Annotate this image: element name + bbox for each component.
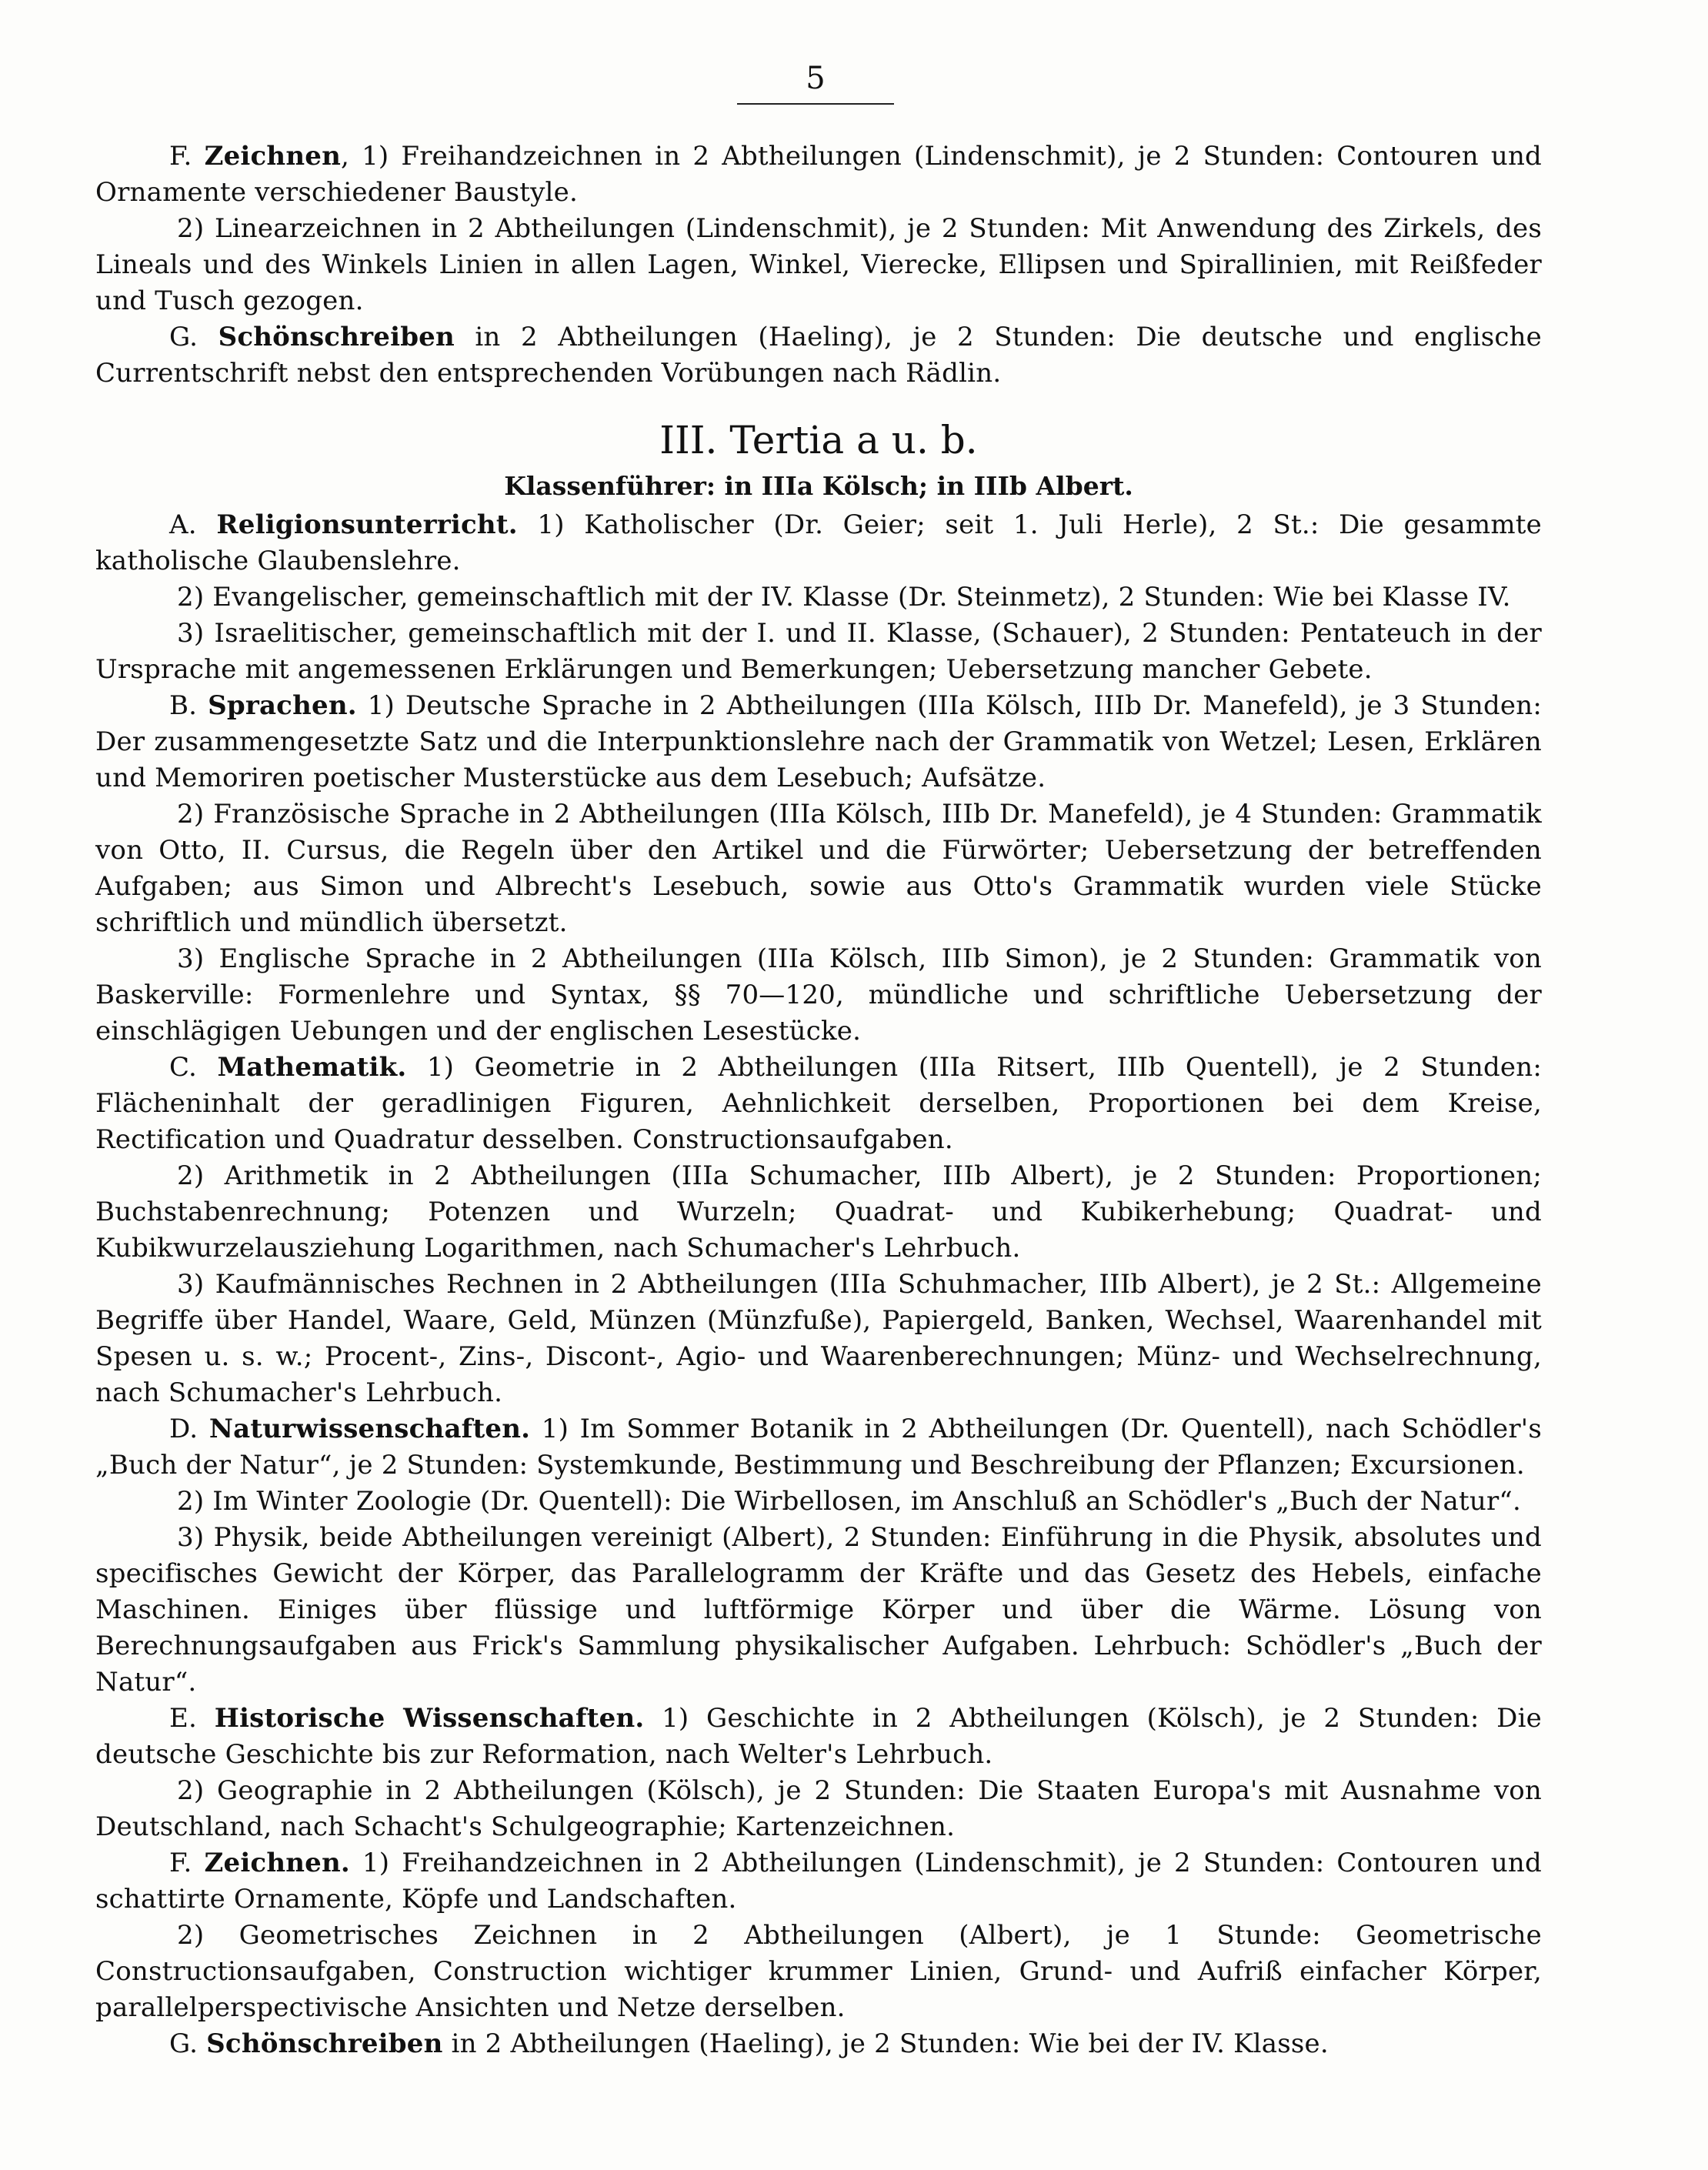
paragraph: [95, 1773, 1542, 1845]
page-number-rule: [737, 103, 894, 105]
subject-heading: Mathematik.: [217, 1052, 407, 1083]
paragraph: [95, 688, 1542, 796]
paragraph-text: 2) Arithmetik in 2 Abtheilungen (IIIa Schumacher, IIIb Albert), je 2 Stunden: Proportionen; Buchstabenrechnung; Potenzen und Wurzeln; Quadrat- und Kubikerhebung; Quadrat- und Kubikwurzelausziehung Logarithmen, nach Schumacher's Lehrbuch.: [95, 1160, 1542, 1264]
subject-heading: Naturwissenschaften.: [208, 1414, 531, 1444]
paragraph: [95, 1158, 1542, 1267]
paragraph: [95, 796, 1542, 941]
paragraph-text: 2) Französische Sprache in 2 Abtheilungen (IIIa Kölsch, IIIb Dr. Manefeld), je 4 Stunden: Grammatik von Otto, II. Cursus, die Regeln über den Artikel und die Fürwörter; Uebersetzung der betreffenden Aufgaben; aus Simon und Albrecht's Lesebuch, sowie aus Otto's Grammatik wurden viele Stücke schriftlich und mündlich übersetzt.: [95, 799, 1542, 938]
paragraph: [95, 507, 1542, 579]
paragraph-letter: C.: [169, 1052, 218, 1083]
section-title: III. Tertia a u. b.: [659, 418, 978, 462]
subject-heading: Zeichnen.: [204, 1848, 350, 1878]
paragraph-text: 3) Israelitischer, gemeinschaftlich mit der I. und II. Klasse, (Schauer), 2 Stunden: Pentateuch in der Ursprache mit angemessenen Erklärungen und Bemerkungen; Uebersetzung mancher Gebete.: [95, 618, 1542, 685]
paragraph-letter: G.: [169, 322, 219, 352]
paragraph-text: in 2 Abtheilungen (Haeling), je 2 Stunden: Die deutsche und englische Currentschrift nebst den entsprechenden Vorübungen nach Rädlin.: [95, 322, 1543, 389]
paragraph-text: , 1) Freihandzeichnen in 2 Abtheilungen (Lindenschmit), je 2 Stunden: Contouren und Ornamente verschiedener Baustyle.: [95, 141, 1543, 208]
subject-heading: Schönschreiben: [206, 2028, 443, 2059]
paragraph: [95, 1050, 1542, 1158]
subject-heading: Religionsunterricht.: [216, 509, 518, 540]
paragraph: [95, 2026, 1542, 2062]
paragraph-text: 3) Englische Sprache in 2 Abtheilungen (IIIa Kölsch, IIIb Simon), je 2 Stunden: Grammatik von Baskerville: Formenlehre und Syntax, §§ 70—120, mündliche und schriftliche Uebersetzung der einschlägigen Uebungen und der englischen Lesestücke.: [95, 943, 1542, 1047]
paragraph: [95, 1701, 1542, 1773]
paragraph-text: in 2 Abtheilungen (Haeling), je 2 Stunden: Wie bei der IV. Klasse.: [442, 2028, 1329, 2059]
subject-heading: Schönschreiben: [218, 322, 455, 352]
paragraph: [95, 579, 1542, 616]
subject-heading: Sprachen.: [208, 690, 357, 721]
paragraph: [95, 616, 1542, 688]
paragraph-letter: A.: [169, 509, 217, 540]
paragraph-text: 2) Evangelischer, gemeinschaftlich mit der IV. Klasse (Dr. Steinmetz), 2 Stunden: Wie bei Klasse IV.: [177, 582, 1511, 613]
paragraph-text: 3) Physik, beide Abtheilungen vereinigt (Albert), 2 Stunden: Einführung in die Physik, absolutes und specifisches Gewicht der Körper, das Parallelogramm der Kräfte und das Gesetz des Hebels, einfache Maschinen. Einiges über flüssige und luftförmige Körper und über die Wärme. Lösung von Berechnungsaufgaben aus Frick's Sammlung physikalischer Aufgaben. Lehrbuch: Schödler's „Buch der Natur“.: [95, 1522, 1542, 1698]
paragraph-text: 2) Linearzeichnen in 2 Abtheilungen (Lindenschmit), je 2 Stunden: Mit Anwendung des Zirkels, des Lineals und des Winkels Linien in allen Lagen, Winkel, Vierecke, Ellipsen und Spirallinien, mit Reißfeder und Tusch gezogen.: [95, 213, 1542, 316]
paragraph-text: 2) Geometrisches Zeichnen in 2 Abtheilungen (Albert), je 1 Stunde: Geometrische Constructionsaufgaben, Construction wichtiger krummer Linien, Grund- und Aufriß einfacher Körper, parallelperspectivische Ansichten und Netze derselben.: [95, 1920, 1542, 2023]
paragraph: [95, 319, 1542, 392]
paragraph-text: 1) Geschichte in 2 Abtheilungen (Kölsch), je 2 Stunden: Die deutsche Geschichte bis zur Reformation, nach Welter's Lehrbuch.: [95, 1703, 1542, 1770]
paragraph-letter: G.: [169, 2028, 207, 2059]
paragraph-text: 2) Im Winter Zoologie (Dr. Quentell): Die Wirbellosen, im Anschluß an Schödler's „Buch der Natur“.: [177, 1486, 1522, 1517]
paragraph: [95, 1845, 1542, 1918]
subject-heading: Zeichnen: [204, 141, 342, 172]
paragraph-letter: F.: [169, 141, 205, 172]
paragraph: [95, 1918, 1542, 2026]
paragraph-text: 1) Im Sommer Botanik in 2 Abtheilungen (Dr. Quentell), nach Schödler's „Buch der Natur“, je 2 Stunden: Systemkunde, Bestimmung und Beschreibung der Pflanzen; Excursionen.: [95, 1414, 1542, 1481]
paragraph: [95, 139, 1542, 211]
paragraph-text: 1) Geometrie in 2 Abtheilungen (IIIa Ritsert, IIIb Quentell), je 2 Stunden: Flächeninhalt der geradlinigen Figuren, Aehnlichkeit derselben, Proportionen bei dem Kreise, Rectification und Quadratur desselben. Constructionsaufgaben.: [95, 1052, 1542, 1155]
paragraph-letter: B.: [169, 690, 208, 721]
subject-heading: Historische Wissenschaften.: [214, 1703, 645, 1734]
paragraph: [95, 941, 1542, 1050]
paragraph-text: 3) Kaufmännisches Rechnen in 2 Abtheilungen (IIIa Schuhmacher, IIIb Albert), je 2 St.: Allgemeine Begriffe über Handel, Waare, Geld, Münzen (Münzfuße), Papiergeld, Banken, Wechsel, Waarenhandel mit Spesen u. s. w.; Procent-, Zins-, Discont-, Agio- und Waarenberechnungen; Münz- und Wechselrechnung, nach Schumacher's Lehrbuch.: [95, 1269, 1542, 1408]
paragraph: [95, 1267, 1542, 1411]
paragraph-text: 2) Geographie in 2 Abtheilungen (Kölsch), je 2 Stunden: Die Staaten Europa's mit Ausnahme von Deutschland, nach Schacht's Schulgeographie; Kartenzeichnen.: [95, 1775, 1542, 1842]
paragraph: [95, 1411, 1542, 1484]
class-leaders-line: Klassenführer: in IIIa Kölsch; in IIIb Albert.: [504, 471, 1133, 501]
paragraph-text: 1) Freihandzeichnen in 2 Abtheilungen (Lindenschmit), je 2 Stunden: Contouren und schattirte Ornamente, Köpfe und Landschaften.: [95, 1848, 1542, 1915]
paragraph: [95, 1484, 1542, 1520]
paragraph: [95, 211, 1542, 319]
page-number: 5: [806, 61, 826, 96]
paragraph-letter: E.: [169, 1703, 215, 1734]
paragraph-text: 1) Katholischer (Dr. Geier; seit 1. Juli Herle), 2 St.: Die gesammte katholische Glaubenslehre.: [95, 509, 1542, 576]
page-content: [95, 139, 1542, 2062]
paragraph-text: 1) Deutsche Sprache in 2 Abtheilungen (IIIa Kölsch, IIIb Dr. Manefeld), je 3 Stunden: Der zusammengesetzte Satz und die Interpunktionslehre nach der Grammatik von Wetzel; Lesen, Erklären und Memoriren poetischer Musterstücke aus dem Lesebuch; Aufsätze.: [95, 690, 1542, 793]
section-ii-end: [95, 139, 1542, 392]
section-iii-body: [95, 507, 1542, 2062]
paragraph: [95, 1520, 1542, 1701]
paragraph-letter: D.: [169, 1414, 209, 1444]
paragraph-letter: F.: [169, 1848, 205, 1878]
